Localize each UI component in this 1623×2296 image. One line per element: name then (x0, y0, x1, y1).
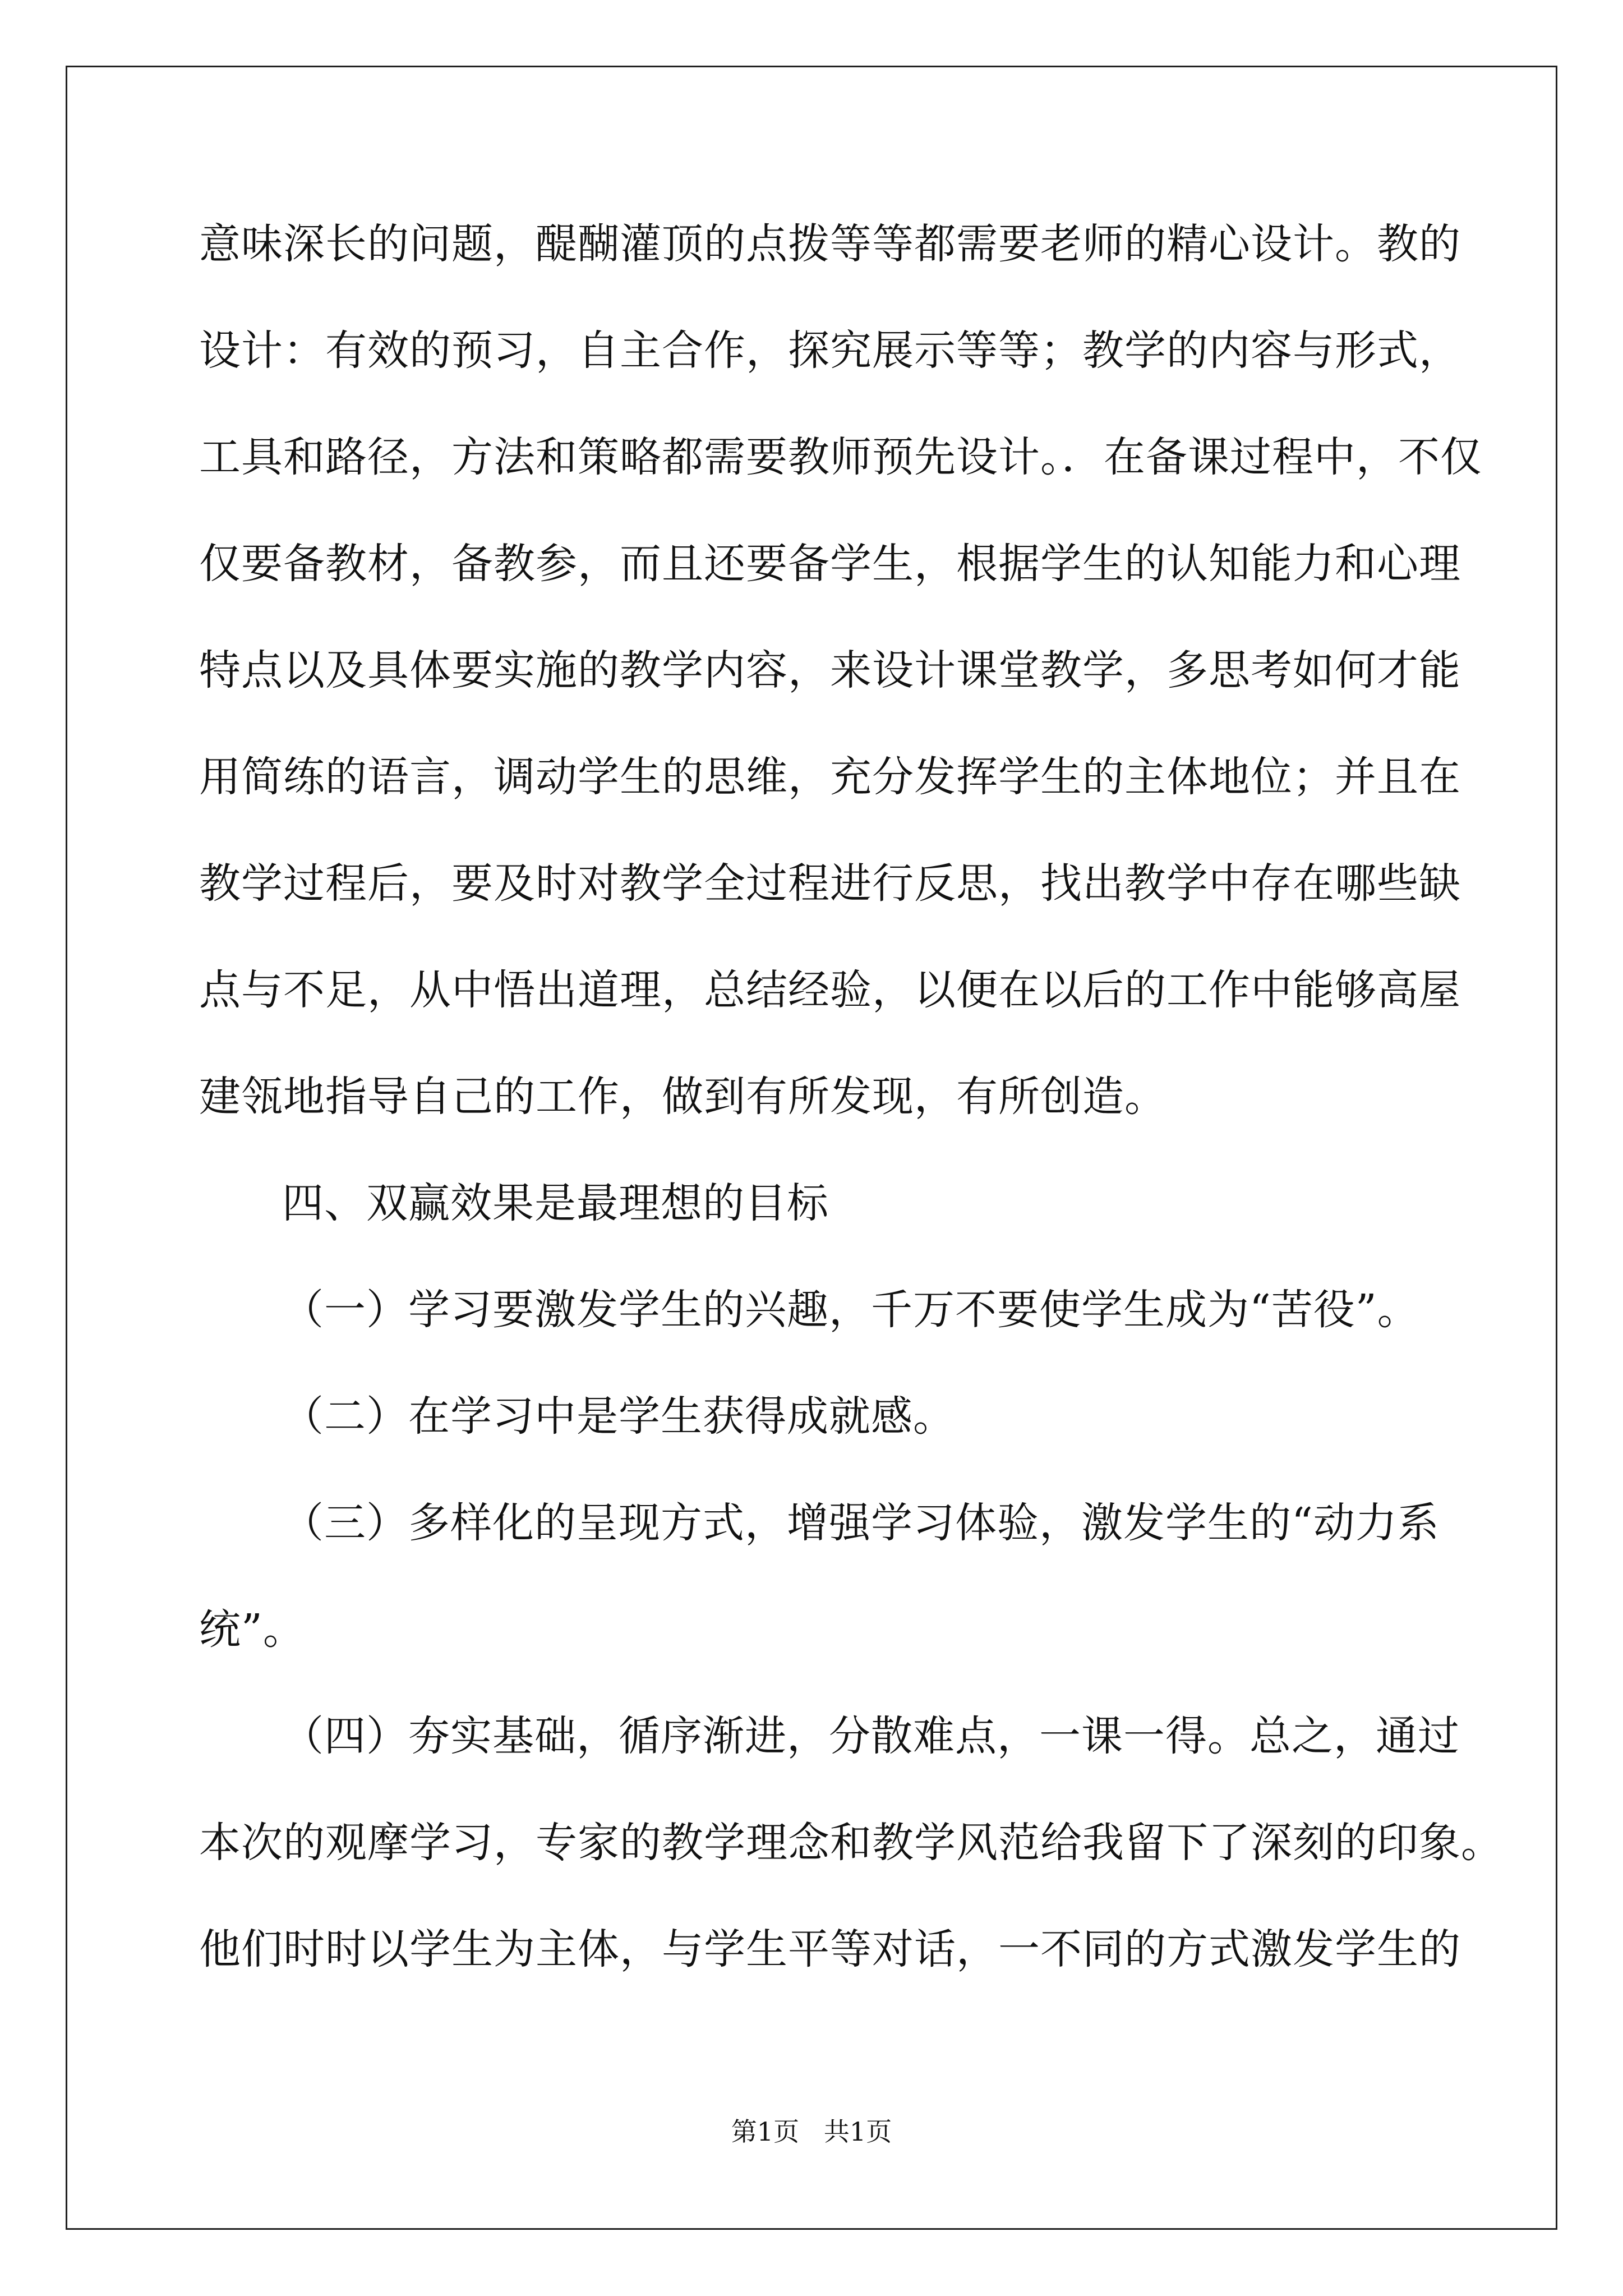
text-line-3: 工具和路径，方法和策略都需要教师预先设计。．在备课过程中，不仅 (199, 433, 1482, 481)
text-line-8: 点与不足，从中悟出道理，总结经验，以便在以后的工作中能够高屋 (199, 966, 1461, 1014)
text-line-2: 设计：有效的预习，自主合作，探究展示等等；教学的内容与形式， (199, 326, 1461, 375)
text-line-14: 统”。 (199, 1605, 305, 1654)
page-border (66, 66, 1557, 2230)
text-line-11: （一）学习要激发学生的兴趣，千万不要使学生成为“苦役”。 (282, 1286, 1419, 1334)
text-line-9: 建瓴地指导自己的工作，做到有所发现，有所创造。 (199, 1073, 1166, 1121)
text-line-16: 本次的观摩学习，专家的教学理念和教学风范给我留下了深刻的印象。 (199, 1819, 1503, 1867)
text-line-1: 意味深长的问题，醍醐灌顶的点拨等等都需要老师的精心设计。教的 (199, 220, 1461, 268)
text-line-12: （二）在学习中是学生获得成就感。 (282, 1392, 955, 1441)
text-line-13: （三）多样化的呈现方式，增强学习体验，激发学生的“动力系 (282, 1499, 1440, 1547)
text-line-15: （四）夯实基础，循序渐进，分散难点，一课一得。总之，通过 (282, 1712, 1460, 1760)
text-line-6: 用简练的语言，调动学生的思维，充分发挥学生的主体地位；并且在 (199, 753, 1461, 801)
section-heading: 四、双赢效果是最理想的目标 (282, 1179, 829, 1227)
text-line-7: 教学过程后，要及时对教学全过程进行反思，找出教学中存在哪些缺 (199, 859, 1461, 908)
page-footer: 第1页 共1页 (731, 2116, 892, 2147)
text-line-17: 他们时时以学生为主体，与学生平等对话，一不同的方式激发学生的 (199, 1925, 1461, 1973)
text-line-4: 仅要备教材，备教参，而且还要备学生，根据学生的认知能力和心理 (199, 540, 1461, 588)
text-line-5: 特点以及具体要实施的教学内容，来设计课堂教学，多思考如何才能 (199, 646, 1461, 694)
